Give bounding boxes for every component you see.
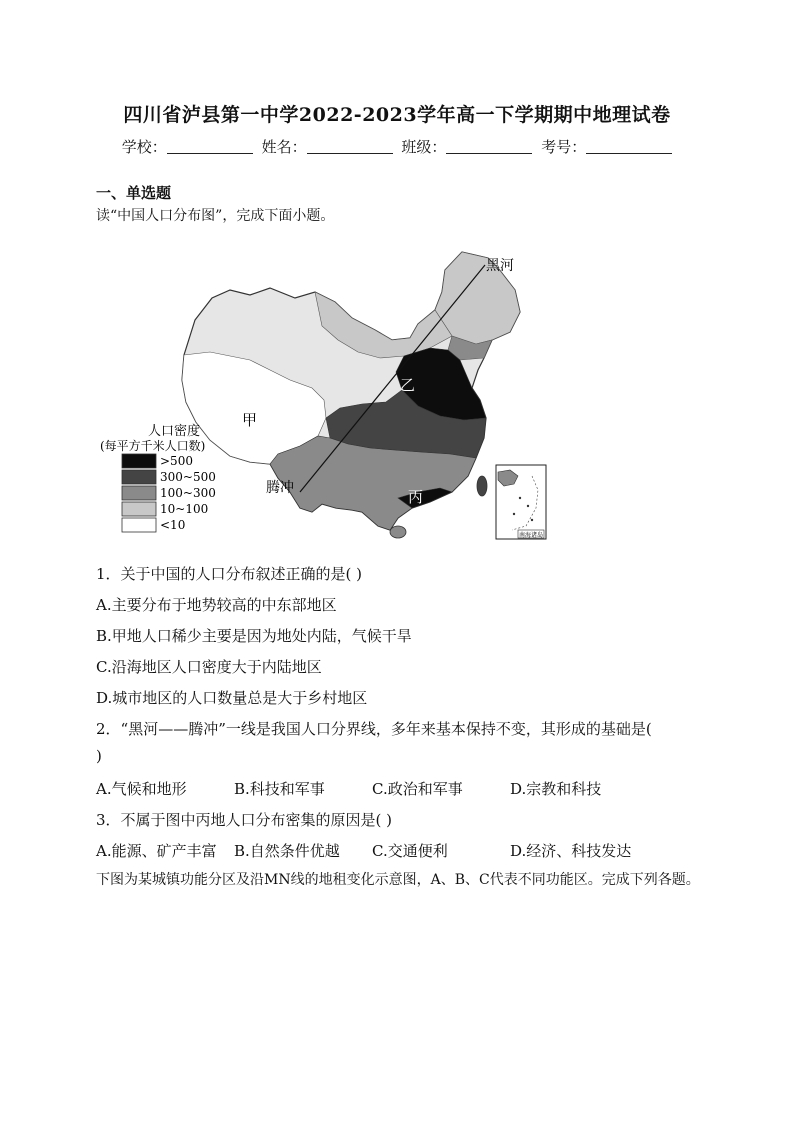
inset-islands-3	[513, 513, 515, 515]
question-1-option-a[interactable]: A.主要分布于地势较高的中东部地区	[96, 596, 337, 614]
question-1-option-d[interactable]: D.城市地区的人口数量总是大于乡村地区	[96, 689, 368, 707]
school-label: 学校：	[121, 138, 167, 156]
legend-swatch-under10	[122, 518, 156, 532]
inset-islands-2	[527, 505, 529, 507]
question-2-option-c[interactable]: C.政治和军事	[372, 780, 463, 798]
class-blank[interactable]	[446, 138, 532, 154]
legend-label-under10: <10	[160, 518, 186, 532]
school-blank[interactable]	[167, 138, 253, 154]
question-3-stem: 3．不属于图中丙地人口分布密集的原因是( )	[96, 811, 393, 829]
legend-swatch-500plus	[122, 454, 156, 468]
taiwan-island	[477, 476, 487, 496]
question-2-stem-cont: )	[96, 747, 102, 765]
question-2-stem: 2．“黑河——腾冲”一线是我国人口分界线，多年来基本保持不变，其形成的基础是(	[96, 720, 652, 738]
legend-label-500plus: >500	[160, 454, 193, 468]
legend-swatch-100-300	[122, 486, 156, 500]
name-blank[interactable]	[307, 138, 393, 154]
student-info-line	[0, 136, 794, 157]
question-1-stem: 1．关于中国的人口分布叙述正确的是( )	[96, 565, 363, 583]
section-intro: 读“中国人口分布图”，完成下面小题。	[96, 208, 335, 224]
section-heading: 一、单选题	[96, 184, 172, 202]
name-label: 姓名：	[261, 138, 307, 156]
label-tengchong: 腾冲	[266, 480, 294, 496]
inset-label: 南海诸岛	[519, 532, 544, 539]
inset-islands-4	[531, 519, 533, 521]
question-3-option-b[interactable]: B.自然条件优越	[234, 842, 340, 860]
label-bing: 丙	[408, 488, 424, 506]
inset-islands	[519, 497, 521, 499]
map-legend	[100, 423, 216, 532]
label-heihe: 黑河	[486, 258, 514, 274]
exam-number-label: 考号：	[541, 138, 587, 156]
question-1-option-c[interactable]: C.沿海地区人口密度大于内陆地区	[96, 658, 322, 676]
legend-title: 人口密度	[148, 424, 201, 439]
legend-label-10-100: 10~100	[160, 502, 209, 516]
question-3-option-c[interactable]: C.交通便利	[372, 842, 448, 860]
hainan-island	[390, 526, 406, 538]
question-3-option-a[interactable]: A.能源、矿产丰富	[96, 842, 217, 860]
china-population-map	[100, 240, 550, 545]
legend-swatch-10-100	[122, 502, 156, 516]
question-2-option-b[interactable]: B.科技和军事	[234, 780, 325, 798]
question-2-option-a[interactable]: A.气候和地形	[96, 780, 187, 798]
legend-subtitle: (每平方千米人口数)	[100, 439, 206, 453]
question-1-option-b[interactable]: B.甲地人口稀少主要是因为地处内陆，气候干旱	[96, 627, 412, 645]
legend-label-100-300: 100~300	[160, 486, 216, 500]
class-label: 班级：	[401, 138, 447, 156]
legend-label-300-500: 300~500	[160, 470, 216, 484]
page-title: 四川省泸县第一中学2022-2023学年高一下学期期中地理试卷	[123, 104, 671, 126]
legend-swatch-300-500	[122, 470, 156, 484]
south-china-sea-inset	[496, 465, 546, 539]
question-2-option-d[interactable]: D.宗教和科技	[510, 780, 602, 798]
next-question-intro: 下图为某城镇功能分区及沿MN线的地租变化示意图，A、B、C代表不同功能区。完成下列各题。	[96, 872, 700, 888]
label-jia: 甲	[242, 411, 258, 429]
exam-number-blank[interactable]	[586, 138, 672, 154]
question-3-option-d[interactable]: D.经济、科技发达	[510, 842, 632, 860]
label-yi: 乙	[400, 376, 416, 394]
